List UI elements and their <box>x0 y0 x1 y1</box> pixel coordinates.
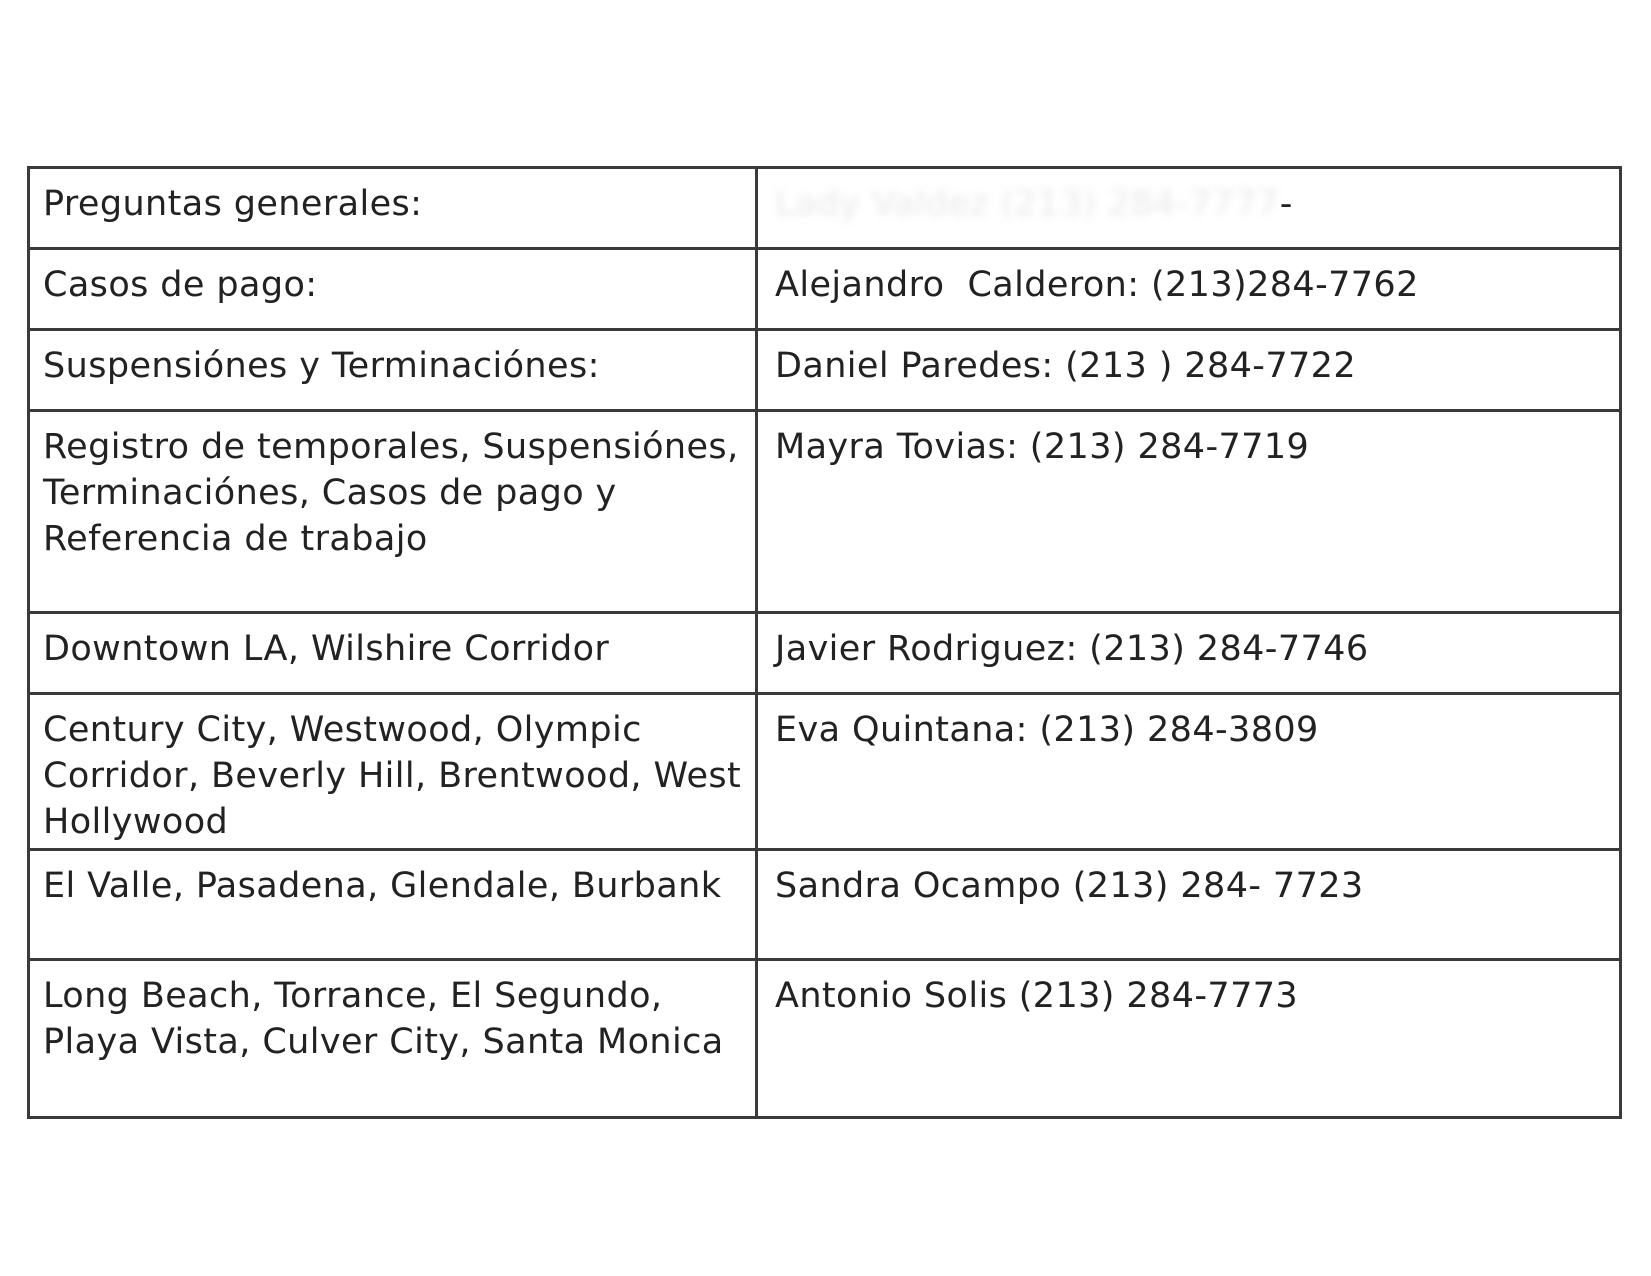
contact-cell: Sandra Ocampo (213) 284- 7723 <box>757 850 1621 960</box>
table-row <box>29 613 1621 694</box>
topic-cell: Suspensiónes y Terminaciónes: <box>29 330 757 411</box>
contact-cell: Alejandro Calderon: (213)284-7762 <box>757 249 1621 330</box>
topic-cell: Downtown LA, Wilshire Corridor <box>29 613 757 694</box>
contact-suffix: - <box>1279 184 1293 224</box>
table-row <box>29 249 1621 330</box>
contact-cell: Mayra Tovias: (213) 284-7719 <box>757 411 1621 613</box>
table-row <box>29 694 1621 850</box>
table-row <box>29 960 1621 1118</box>
table-row <box>29 330 1621 411</box>
contact-directory-table <box>27 166 1622 1119</box>
topic-cell: El Valle, Pasadena, Glendale, Burbank <box>29 850 757 960</box>
table-row <box>29 168 1621 249</box>
table-row <box>29 850 1621 960</box>
topic-cell: Century City, Westwood, Olympic Corridor, Beverly Hill, Brentwood, West Hollywood <box>29 694 757 850</box>
contact-cell: Daniel Paredes: (213 ) 284-7722 <box>757 330 1621 411</box>
contact-cell: Eva Quintana: (213) 284-3809 <box>757 694 1621 850</box>
topic-cell: Preguntas generales: <box>29 168 757 249</box>
topic-cell: Long Beach, Torrance, El Segundo, Playa Vista, Culver City, Santa Monica <box>29 960 757 1118</box>
topic-cell: Registro de temporales, Suspensiónes, Terminaciónes, Casos de pago y Referencia de trabajo <box>29 411 757 613</box>
contact-cell: Antonio Solis (213) 284-7773 <box>757 960 1621 1118</box>
table-row <box>29 411 1621 613</box>
contact-cell-redacted <box>757 168 1621 249</box>
contact-cell: Javier Rodriguez: (213) 284-7746 <box>757 613 1621 694</box>
redacted-contact: Lady Valdez (213) 284-7777 <box>775 184 1280 224</box>
topic-cell: Casos de pago: <box>29 249 757 330</box>
